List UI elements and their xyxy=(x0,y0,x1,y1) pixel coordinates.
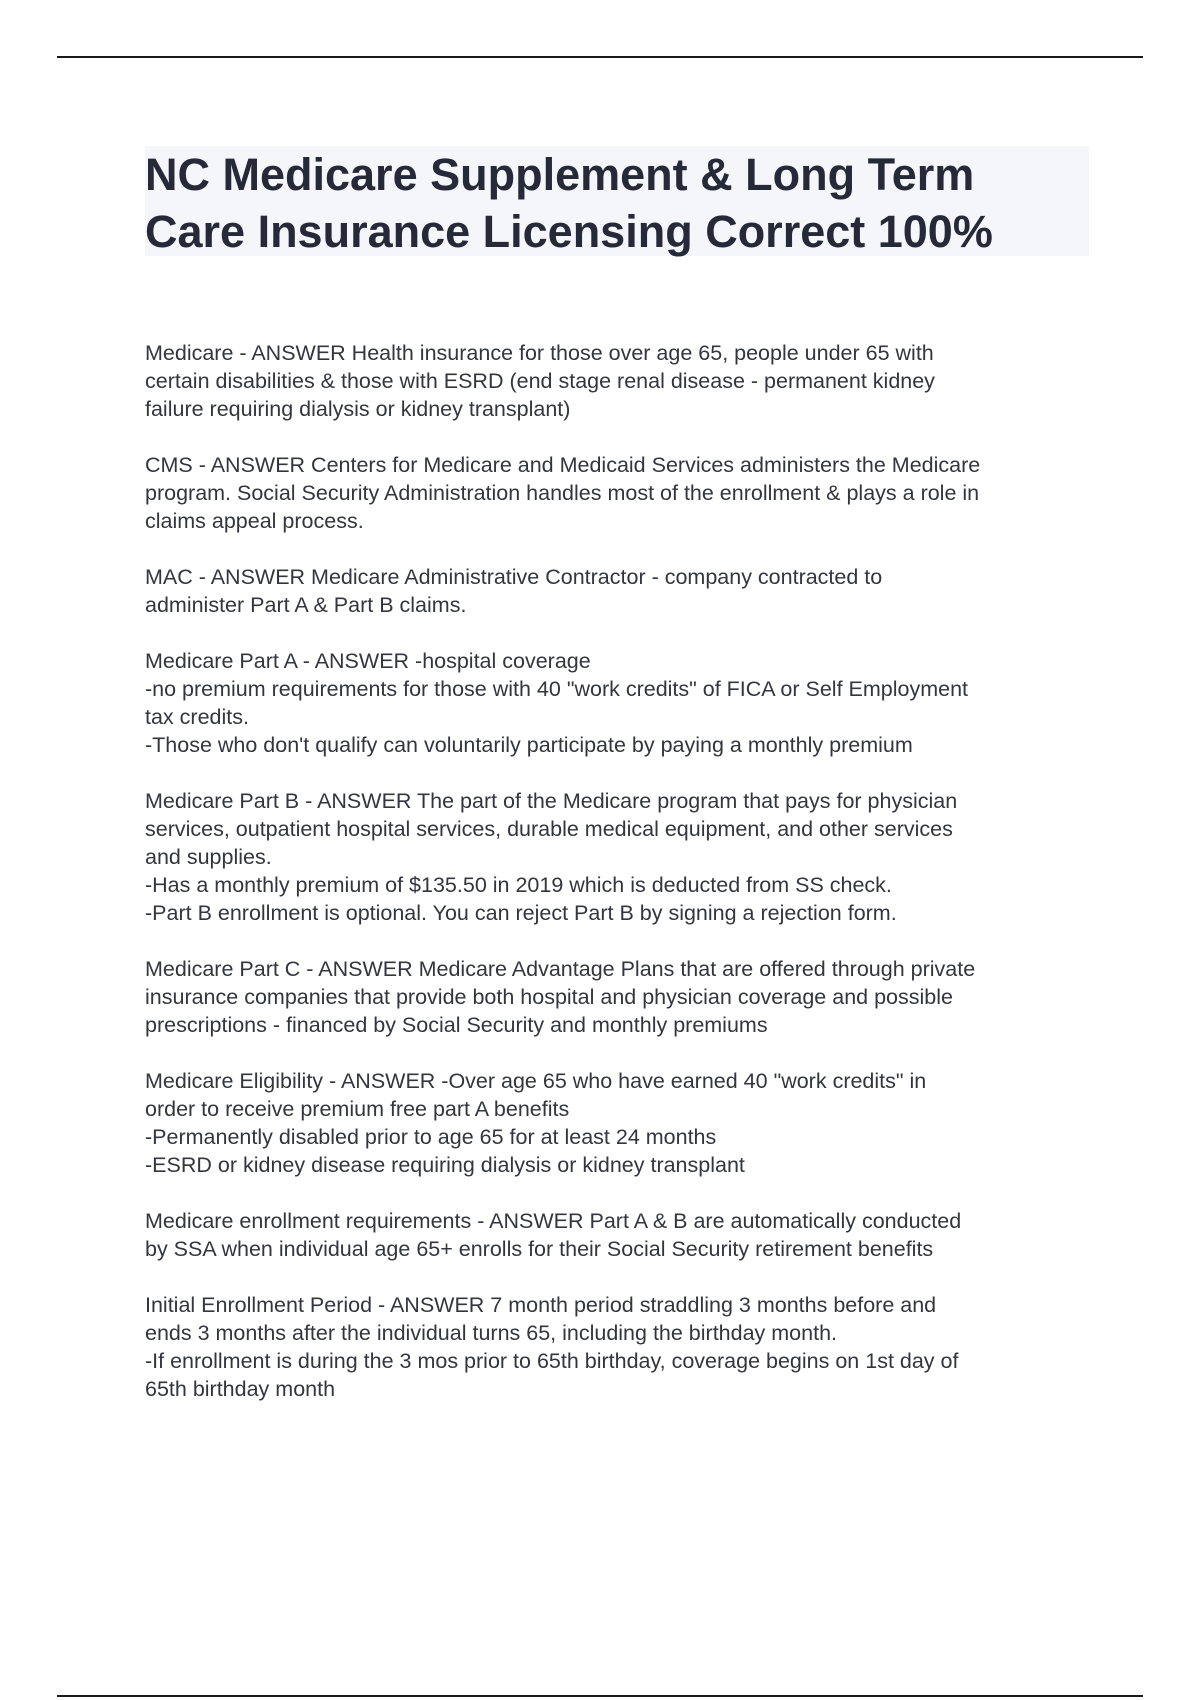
entry-line: -Part B enrollment is optional. You can reject Part B by signing a rejection form. xyxy=(145,901,897,925)
qa-entries xyxy=(145,339,1095,1431)
entry-line: tax credits. xyxy=(145,705,249,729)
entry-line: certain disabilities & those with ESRD (end stage renal disease - permanent kidney xyxy=(145,369,935,393)
entry-line: insurance companies that provide both hospital and physician coverage and possible xyxy=(145,985,953,1009)
entry-line: 65th birthday month xyxy=(145,1377,336,1401)
entry-line: by SSA when individual age 65+ enrolls for their Social Security retirement benefits xyxy=(145,1237,934,1261)
entry-line: Medicare Part C - ANSWER Medicare Advantage Plans that are offered through private xyxy=(145,957,976,981)
entry-line: -Permanently disabled prior to age 65 for at least 24 months xyxy=(145,1125,717,1149)
entry-line: and supplies. xyxy=(145,845,272,869)
header-rule xyxy=(57,56,1143,58)
entry-initial-enrollment-period xyxy=(145,1291,1095,1403)
entry-line: -ESRD or kidney disease requiring dialysis or kidney transplant xyxy=(145,1153,745,1177)
entry-line: CMS - ANSWER Centers for Medicare and Medicaid Services administers the Medicare xyxy=(145,453,981,477)
entry-line: Medicare enrollment requirements - ANSWER Part A & B are automatically conducted xyxy=(145,1209,962,1233)
entry-line: ends 3 months after the individual turns 65, including the birthday month. xyxy=(145,1321,837,1345)
title-block xyxy=(145,146,1089,256)
entry-medicare-part-b xyxy=(145,787,1095,927)
entry-line: -If enrollment is during the 3 mos prior to 65th birthday, coverage begins on 1st day of xyxy=(145,1349,959,1373)
entry-medicare-part-c xyxy=(145,955,1095,1039)
entry-line: Medicare - ANSWER Health insurance for those over age 65, people under 65 with xyxy=(145,341,934,365)
entry-medicare-eligibility xyxy=(145,1067,1095,1179)
entry-line: program. Social Security Administration handles most of the enrollment & plays a role in xyxy=(145,481,980,505)
entry-medicare xyxy=(145,339,1095,423)
entry-line: prescriptions - financed by Social Security and monthly premiums xyxy=(145,1013,768,1037)
footer-rule xyxy=(57,1695,1143,1697)
entry-cms xyxy=(145,451,1095,535)
entry-line: failure requiring dialysis or kidney transplant) xyxy=(145,397,571,421)
entry-line: Initial Enrollment Period - ANSWER 7 month period straddling 3 months before and xyxy=(145,1293,937,1317)
entry-line: -Has a monthly premium of $135.50 in 2019 which is deducted from SS check. xyxy=(145,873,892,897)
entry-mac xyxy=(145,563,1095,619)
entry-line: order to receive premium free part A benefits xyxy=(145,1097,570,1121)
page-title xyxy=(145,146,1089,260)
entry-line: Medicare Part A - ANSWER -hospital coverage xyxy=(145,649,591,673)
entry-line: Medicare Eligibility - ANSWER -Over age 65 who have earned 40 "work credits" in xyxy=(145,1069,927,1093)
entry-line: MAC - ANSWER Medicare Administrative Contractor - company contracted to xyxy=(145,565,883,589)
entry-enrollment-requirements xyxy=(145,1207,1095,1263)
title-line: NC Medicare Supplement & Long Term xyxy=(145,149,975,200)
entry-line: claims appeal process. xyxy=(145,509,364,533)
entry-medicare-part-a xyxy=(145,647,1095,759)
title-line: Care Insurance Licensing Correct 100% xyxy=(145,206,993,257)
entry-line: Medicare Part B - ANSWER The part of the Medicare program that pays for physician xyxy=(145,789,958,813)
entry-line: -no premium requirements for those with 40 "work credits" of FICA or Self Employment xyxy=(145,677,969,701)
entry-line: services, outpatient hospital services, durable medical equipment, and other services xyxy=(145,817,953,841)
entry-line: administer Part A & Part B claims. xyxy=(145,593,467,617)
entry-line: -Those who don't qualify can voluntarily participate by paying a monthly premium xyxy=(145,733,913,757)
